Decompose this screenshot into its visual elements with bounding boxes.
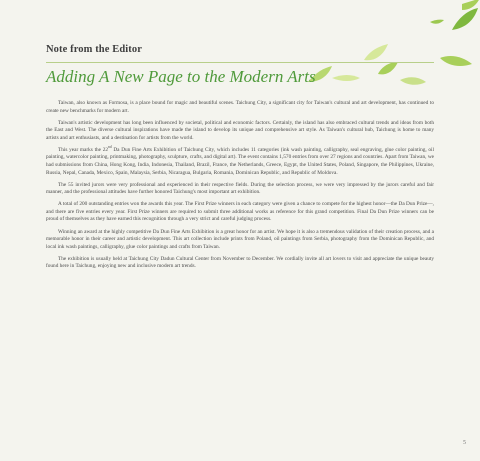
paragraph-text: This year marks the 22 [58, 146, 109, 153]
leaf-icons [290, 0, 480, 100]
paragraph: The 55 invited jurors were very professional and experienced in their respective fields. During the selection process, we were very impressed by the jurors careful and fair manner, and the professional attitudes have further honored Taichung's most important art exhibition. [46, 181, 434, 196]
paragraph: Taiwan, also known as Formosa, is a place bound for magic and beautiful scenes. Taichung City, a significant city for Taiwan's cultural and art development, has continued to create new benchmarks for modern art. [46, 100, 434, 114]
section-label: Note from the Editor [46, 44, 142, 55]
paragraph [46, 147, 434, 177]
page-number: 5 [463, 440, 466, 446]
paragraph: The exhibition is usually held at Taichung City Dadun Cultural Center from November to December. We cordially invite all art lovers to visit and appreciate the unique beauty found here in Taichung, enjoying new and inclusive modern art trends. [46, 255, 434, 270]
leaf-icon [400, 77, 426, 85]
leaf-icon [364, 44, 388, 60]
leaf-icon [378, 62, 398, 74]
paragraph: Taiwan's artistic development has long been influenced by societal, political and economic factors. Certainly, the island has also embraced cultural trends and ideas from both the East and West. The diverse cultural inspirations have made the island to develop its unique and comprehensive art style. As Taiwan's cultural hub, Taichung is home to many artists and art enthusiasts, and a destination for artists from the world. [46, 119, 434, 141]
leaf-icon [430, 20, 444, 24]
leaf-icon [332, 75, 360, 81]
article-body [46, 100, 434, 276]
leaf-icon [452, 8, 478, 30]
paragraph: A total of 200 outstanding entries won the awards this year. The First Prize winners in each category were given a chance to compete for the highest honor—the Da Dun Prize—, and there are five entries every year. First Prize winners are required to submit three additional works as reference for this grand competition. Final Da Dun Prize winners can be proud of themselves as they have earned this recognition through a very strict and careful judging process. [46, 201, 434, 223]
paragraph: Winning an award at the highly competitive Da Dun Fine Arts Exhibition is a great honor for an artist. We hope it is also a tremendous validation of their creation process, and a memorable honor in their career and artistic development. This art collection include prints from Poland, oil paintings from Serbia, photography from the Dominican Republic, and local ink wash paintings, calligraphy, glue color paintings and crafts from Taiwan. [46, 228, 434, 250]
ordinal-suffix: nd [108, 145, 112, 150]
page-title: Adding A New Page to the Modern Arts [46, 67, 316, 86]
leaf-icon [440, 56, 472, 66]
header-divider [46, 62, 434, 63]
paragraph-text: Da Dun Fine Arts Exhibition of Taichung City, which includes 11 categories (ink wash painting, calligraphy, seal engraving, glue color painting, oil painting, watercolor painting, printmaking, photography, sculpture, crafts, and digital art). The event contains 1,570 entries from over 27 regions and countries. Apart from Taiwan, we had submissions from China, Hong Kong, India, Indonesia, Thailand, Brazil, France, the Netherlands, Greece, Egypt, the United States, Poland, Singapore, the Philippines, Ukraine, Russia, Nepal, Canada, Mexico, Spain, Malaysia, Serbia, Nicaragua, Bulgaria, Romania, Dominican Republic, and Republic of Moldova. [46, 146, 434, 176]
